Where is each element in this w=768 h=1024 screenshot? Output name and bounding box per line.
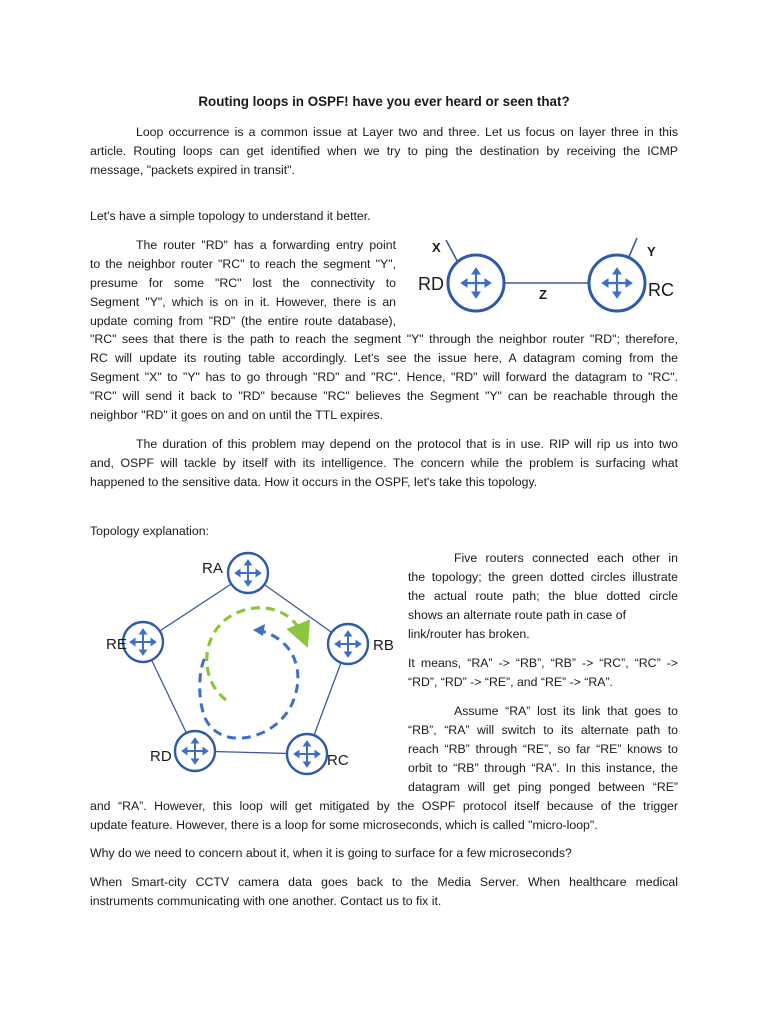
blue-route-path xyxy=(200,630,298,738)
router-rb-icon xyxy=(328,624,368,664)
intro-line: message, "packets expired in transit". xyxy=(90,163,295,177)
it-means-line: “RD”, “RD” -> “RE”, and “RE” -> “RA”. xyxy=(408,675,613,689)
assume-line: reach “RB” through “RE”, so far “RE” knows to xyxy=(408,742,678,756)
blue-route-arrowhead xyxy=(253,624,265,636)
five-routers-paragraph xyxy=(408,549,678,644)
topology-heading: Topology explanation: xyxy=(90,524,209,538)
segment-x-label: X xyxy=(432,240,441,255)
duration-line: and, OSPF will tackle by itself with its intelligence. The concern while the problem is surfacing what xyxy=(90,456,678,470)
intro-line: Loop occurrence is a common issue at Layer two and three. Let us focus on layer three in this xyxy=(136,125,678,139)
green-route-path xyxy=(207,608,303,700)
rd-line: update coming from "RD" (the entire route database), xyxy=(90,314,396,328)
rd-paragraph-narrow xyxy=(90,236,396,331)
assume-line: and “RA”. However, this loop will get mitigated by the OSPF protocol itself because of the trigger xyxy=(90,799,678,813)
five-routers-line: the topology; the green dotted circles illustrate xyxy=(408,570,678,584)
five-routers-line: link/router has broken. xyxy=(408,627,530,641)
pentagon-topology-diagram xyxy=(95,548,405,788)
segment-y-label: Y xyxy=(647,244,656,259)
five-routers-line: shows an alternate route path in case of xyxy=(408,608,627,622)
router-rd-icon xyxy=(448,255,504,311)
intro-line: article. Routing loops can get identified when we try to ping the destination by receiving the ICMP xyxy=(90,144,678,158)
assume-line: datagram will get ping ponged between “RE” xyxy=(408,780,678,794)
router-rc-icon xyxy=(287,734,327,774)
router-ra-label: RA xyxy=(202,560,223,577)
router-rc-icon xyxy=(589,255,645,311)
document-title: Routing loops in OSPF! have you ever heard or seen that? xyxy=(198,94,570,109)
duration-line: happened to the sensitive data. How it occurs in the OSPF, let's take this topology. xyxy=(90,475,538,489)
rd-line: Segment "Y", which is on in it. However, there is an xyxy=(90,295,396,309)
router-re-icon xyxy=(123,622,163,662)
five-routers-line: Five routers connected each other in xyxy=(454,551,678,565)
assume-line: “RB”, “RA” will switch to its alternate path to xyxy=(408,723,678,737)
rd-line: The router "RD" has a forwarding entry point xyxy=(136,238,396,252)
intro-paragraph xyxy=(90,123,678,180)
router-re-label: RE xyxy=(106,636,127,653)
rd-line: "RC" will send it back to "RD" because "RC" believes the Segment "Y" can be reachable through the xyxy=(90,389,678,403)
assume-line: Assume “RA” lost its link that goes to xyxy=(454,704,678,718)
it-means-paragraph xyxy=(408,654,678,692)
rd-line: Segment "X" to "Y" has to go through "RD" and "RC". Hence, "RD" will forward the datagram to "RC". xyxy=(90,370,678,384)
rd-line: to the neighbor router "RC" to reach the segment "Y", xyxy=(90,257,396,271)
assume-line: update feature. However, there is a loop for some microseconds, which is called "micro-loop". xyxy=(90,818,598,832)
why-concern-paragraph: Why do we need to concern about it, when it is going to surface for a few microseconds? xyxy=(90,846,572,860)
rd-line: neighbor "RD" it goes on and on until the TTL expires. xyxy=(90,408,384,422)
duration-line: The duration of this problem may depend on the protocol that is in use. RIP will rip us into two xyxy=(136,437,678,451)
rd-line: RC will update its routing table accordingly. Let's see the issue here, A datagram coming from the xyxy=(90,351,678,365)
closing-line: When Smart-city CCTV camera data goes back to the Media Server. When healthcare medical xyxy=(90,875,678,889)
assume-line: orbit to “RB” through “RA”. In this instance, the xyxy=(408,761,678,775)
router-rd-icon xyxy=(175,731,215,771)
assume-paragraph-wide xyxy=(90,797,678,835)
closing-paragraph xyxy=(90,873,678,911)
router-ra-icon xyxy=(228,553,268,593)
router-rc-label: RC xyxy=(648,280,674,300)
router-rb-label: RB xyxy=(373,637,394,654)
it-means-line: It means, “RA” -> “RB”, “RB” -> “RC”, “RC” -> xyxy=(408,656,678,670)
router-rd-label: RD xyxy=(418,274,444,294)
router-rc-label: RC xyxy=(327,752,349,769)
rd-line: presume for some "RC" lost the connectivity to xyxy=(90,276,396,290)
assume-paragraph xyxy=(408,702,678,797)
duration-paragraph xyxy=(90,435,678,492)
rd-paragraph-wide xyxy=(90,330,678,425)
simple-topology-intro: Let's have a simple topology to understand it better. xyxy=(90,209,371,223)
five-routers-line: the actual route path; the blue dotted circle xyxy=(408,589,678,603)
simple-topology-diagram xyxy=(410,228,690,318)
rd-line: "RC" sees that there is the path to reach the segment "Y" through the neighbor router "RD"; therefore, xyxy=(90,332,678,346)
closing-line: instruments communicating with one another. Contact us to fix it. xyxy=(90,894,442,908)
router-rd-label: RD xyxy=(150,748,172,765)
segment-z-label: Z xyxy=(539,287,547,302)
